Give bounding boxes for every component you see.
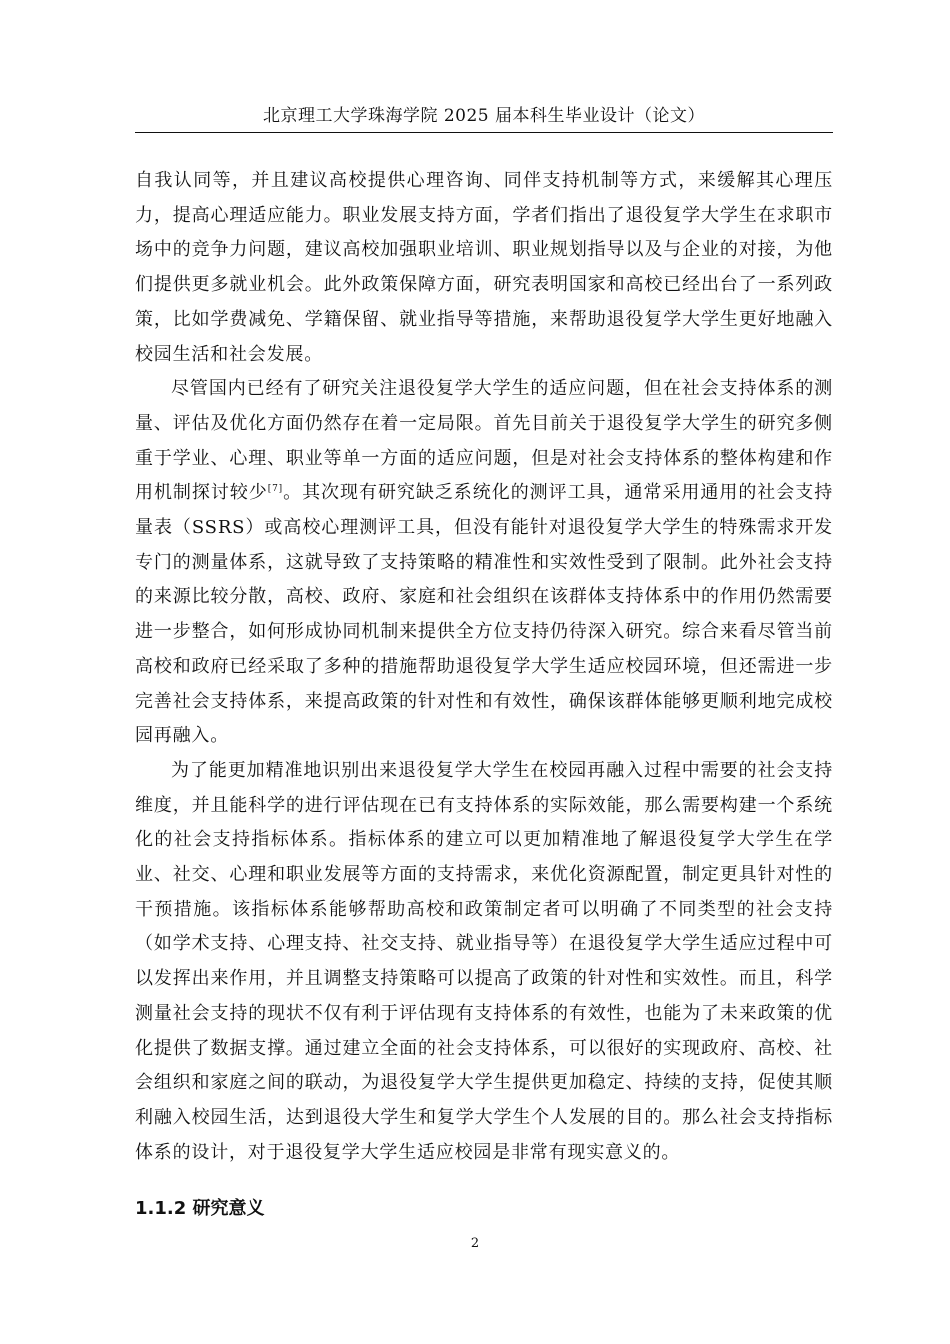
- paragraph-limitations-text-b: 。其次现有研究缺乏系统化的测评工具，通常采用通用的社会支持量表（SSRS）或高校心理测评工具，但没有能针对退役复学大学生的特殊需求开发专门的测量体系，这就导致了支持策略的精准性和实效性受到了限制。此外社会支持的来源比较分散，高校、政府、家庭和社会组织在该群体支持体系中的作用仍然需要进一步整合，如何形成协同机制来提供全方位支持仍待深入研究。综合来看尽管当前高校和政府已经采取了多种的措施帮助退役复学大学生适应校园环境，但还需进一步完善社会支持体系，来提高政策的针对性和有效性，确保该群体能够更顺利地完成校园再融入。: [135, 482, 833, 747]
- paragraph-index-system: 为了能更加精准地识别出来退役复学大学生在校园再融入过程中需要的社会支持维度，并且能科学的进行评估现在已有支持体系的实际效能，那么需要构建一个系统化的社会支持指标体系。指标体系的建立可以更加精准地了解退役复学大学生在学业、社交、心理和职业发展等方面的支持需求，来优化资源配置，制定更具针对性的干预措施。该指标体系能够帮助高校和政策制定者可以明确了不同类型的社会支持（如学术支持、心理支持、社交支持、就业指导等）在退役复学大学生适应过程中可以发挥出来作用，并且调整支持策略可以提高了政策的针对性和实效性。而且，科学测量社会支持的现状不仅有利于评估现有支持体系的有效性，也能为了未来政策的优化提供了数据支撑。通过建立全面的社会支持体系，可以很好的实现政府、高校、社会组织和家庭之间的联动，为退役复学大学生提供更加稳定、持续的支持，促使其顺利融入校园生活，达到退役大学生和复学大学生个人发展的目的。那么社会支持指标体系的设计，对于退役复学大学生适应校园是非常有现实意义的。: [135, 759, 833, 1163]
- page-number: 2: [470, 1236, 480, 1251]
- citation-marker: [7]: [267, 484, 283, 495]
- body-text: [135, 164, 833, 1170]
- paragraph-limitations: [135, 372, 833, 754]
- paragraph-continued: 自我认同等，并且建议高校提供心理咨询、同伴支持机制等方式，来缓解其心理压力，提高心理适应能力。职业发展支持方面，学者们指出了退役复学大学生在求职市场中的竞争力问题，建议高校加强职业培训、职业规划指导以及与企业的对接，为他们提供更多就业机会。此外政策保障方面，研究表明国家和高校已经出台了一系列政策，比如学费减免、学籍保留、就业指导等措施，来帮助退役复学大学生更好地融入校园生活和社会发展。: [135, 170, 833, 365]
- paragraph-limitations-text-a: 尽管国内已经有了研究关注退役复学大学生的适应问题，但在社会支持体系的测量、评估及优化方面仍然存在着一定局限。首先目前关于退役复学大学生的研究多侧重于学业、心理、职业等单一方面的适应问题，但是对社会支持体系的整体构建和作用机制探讨较少: [135, 378, 833, 504]
- running-header: 北京理工大学珠海学院 2025 届本科生毕业设计（论文）: [262, 106, 706, 126]
- section-heading: 1.1.2 研究意义: [135, 1198, 265, 1219]
- header-rule: [135, 132, 833, 133]
